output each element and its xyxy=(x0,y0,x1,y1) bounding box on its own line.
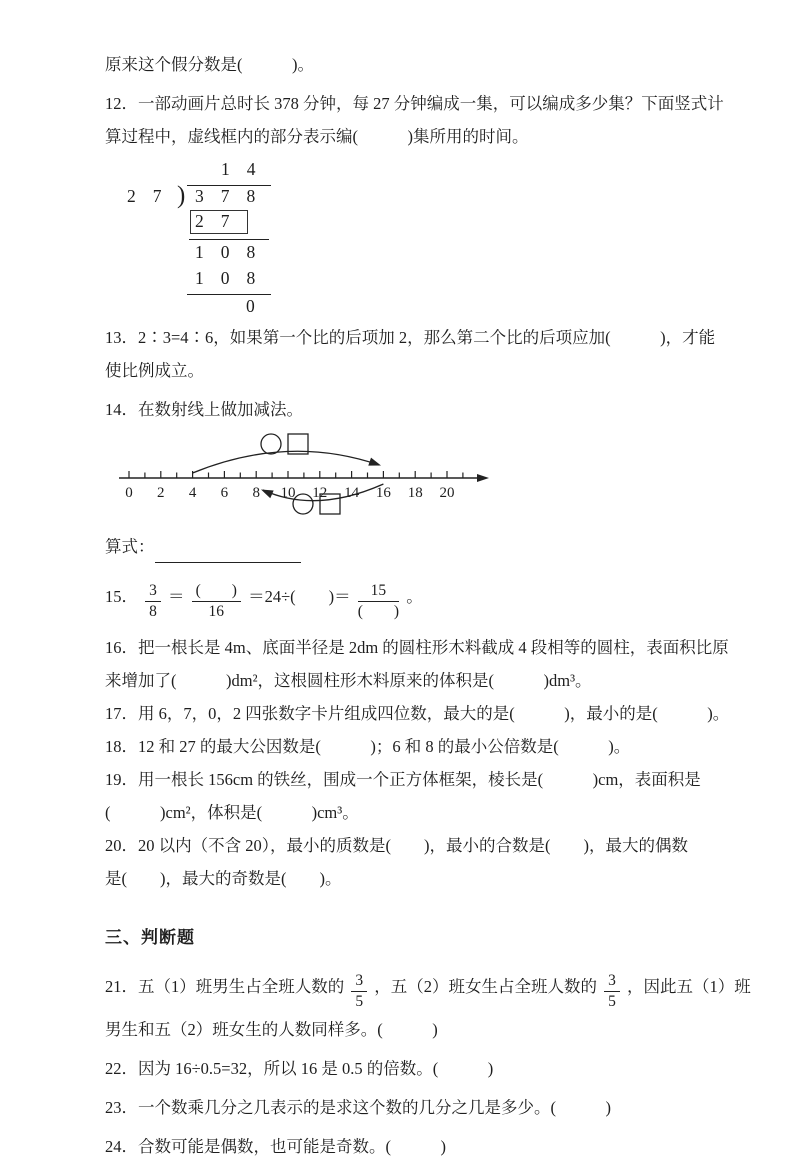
expression-label: 算式： xyxy=(105,537,155,556)
division-remainder: 0 xyxy=(246,296,272,316)
question-13-line-1: 13．2∶3=4∶6，如果第一个比的后项加 2，那么第二个比的后项应加( )，才能 xyxy=(105,328,716,347)
question-21-line-1 xyxy=(105,961,751,1013)
division-bracket: ) xyxy=(177,182,186,209)
division-boxed-step: 27 xyxy=(190,210,248,234)
fraction-3-5: $\frac{3}{5}$ xyxy=(604,972,620,1012)
question-21-text-3: ，因此五（1）班 xyxy=(627,977,751,996)
division-dividend: 378 xyxy=(195,186,273,206)
axis-arrow-icon xyxy=(477,474,489,482)
question-17-line-1: 17．用 6，7，0，2 四张数字卡片组成四位数，最大的是( )，最小的是( )。 xyxy=(105,704,730,723)
division-rule-line-1 xyxy=(189,239,269,240)
question-14-line-1: 14．在数射线上做加减法。 xyxy=(105,400,303,419)
question-21-text-2: ，五（2）班女生占全班人数的 xyxy=(374,977,597,996)
tick-label: 2 xyxy=(157,485,165,501)
equals-sign: ＝ xyxy=(168,587,185,606)
sentence-period: 。 xyxy=(406,587,423,606)
tick-label: 14 xyxy=(344,485,360,501)
question-13-line-2: 使比例成立。 xyxy=(105,361,204,380)
bottom-circle-symbol xyxy=(293,494,313,514)
question-16-line-2: 来增加了( )dm²，这根圆柱形木料原来的体积是( )dm³。 xyxy=(105,671,592,690)
question-12-line-2: 算过程中，虚线框内的部分表示编( )集所用的时间。 xyxy=(105,127,529,146)
division-step-row-2: 108 xyxy=(195,268,273,288)
tick-label: 20 xyxy=(439,485,455,501)
question-16-line-1: 16．把一根长是 4m、底面半径是 2dm 的圆柱形木料截成 4 段相等的圆柱，表面积比原 xyxy=(105,638,729,657)
question-24-line-1: 24．合数可能是偶数，也可能是奇数。( ) xyxy=(105,1137,446,1156)
question-20-line-1: 20．20 以内（不含 20），最小的质数是( )，最小的合数是( )，最大的偶数 xyxy=(105,836,688,855)
tick-label: 12 xyxy=(312,485,328,501)
tick-label: 8 xyxy=(252,485,260,501)
question-20-line-2: 是( )，最大的奇数是( )。 xyxy=(105,869,342,888)
division-rule-line-2 xyxy=(187,294,271,295)
fraction-3-5: $\frac{3}{5}$ xyxy=(351,972,367,1012)
expression-blank-underline xyxy=(155,544,301,563)
division-divisor: 27 xyxy=(127,186,179,206)
question-19-line-1: 19．用一根长 156cm 的铁丝，围成一个正方体框架，棱长是( )cm，表面积是 xyxy=(105,770,701,789)
question-19-line-2: ( )cm²，体积是( )cm³。 xyxy=(105,803,359,822)
tick-label: 10 xyxy=(280,485,296,501)
tick-label: 6 xyxy=(220,485,229,501)
tick-label: 18 xyxy=(407,485,423,501)
top-jump-arc xyxy=(193,451,379,473)
question-15-line-1 xyxy=(105,571,698,623)
division-quotient: 14 xyxy=(221,159,273,179)
bottom-arc-arrow-icon xyxy=(259,486,273,499)
division-step-row-1: 108 xyxy=(195,242,273,262)
top-arc-arrow-icon xyxy=(368,458,382,470)
tick-label: 0 xyxy=(125,485,133,501)
question-18-line-1: 18．12 和 27 的最大公因数是( )；6 和 8 的最小公倍数是( )。 xyxy=(105,737,631,756)
fraction-15-blank: $\frac{15}{( )}$ xyxy=(357,581,400,620)
question-23-line-1: 23．一个数乘几分之几表示的是求这个数的几分之几是多少。( ) xyxy=(105,1098,611,1117)
section-3-heading: 三、判断题 xyxy=(105,928,195,947)
tick-label: 16 xyxy=(375,485,391,501)
tick-label: 4 xyxy=(188,485,197,501)
fraction-blank-16: $\frac{( )}{16}$ xyxy=(192,582,241,622)
question-11-tail: 原来这个假分数是( )。 xyxy=(105,55,314,74)
number-line-diagram xyxy=(111,430,698,524)
fraction-3-8: $\frac{3}{8}$ xyxy=(145,582,161,622)
question-21-text-1: 21．五（1）班男生占全班人数的 xyxy=(105,977,345,996)
question-12-line-1: 12．一部动画片总时长 378 分钟，每 27 分钟编成一集，可以编成多少集？下面竖式计 xyxy=(105,94,724,113)
question-22-line-1: 22．因为 16÷0.5=32，所以 16 是 0.5 的倍数。( ) xyxy=(105,1059,494,1078)
top-circle-symbol xyxy=(261,434,281,454)
equation-middle-text: ＝24÷( )＝ xyxy=(248,587,351,606)
question-21-line-2: 男生和五（2）班女生的人数同样多。( ) xyxy=(105,1020,438,1039)
question-15-number: 15． xyxy=(105,587,138,606)
long-division-diagram xyxy=(107,159,698,317)
expression-answer-line xyxy=(105,530,698,563)
